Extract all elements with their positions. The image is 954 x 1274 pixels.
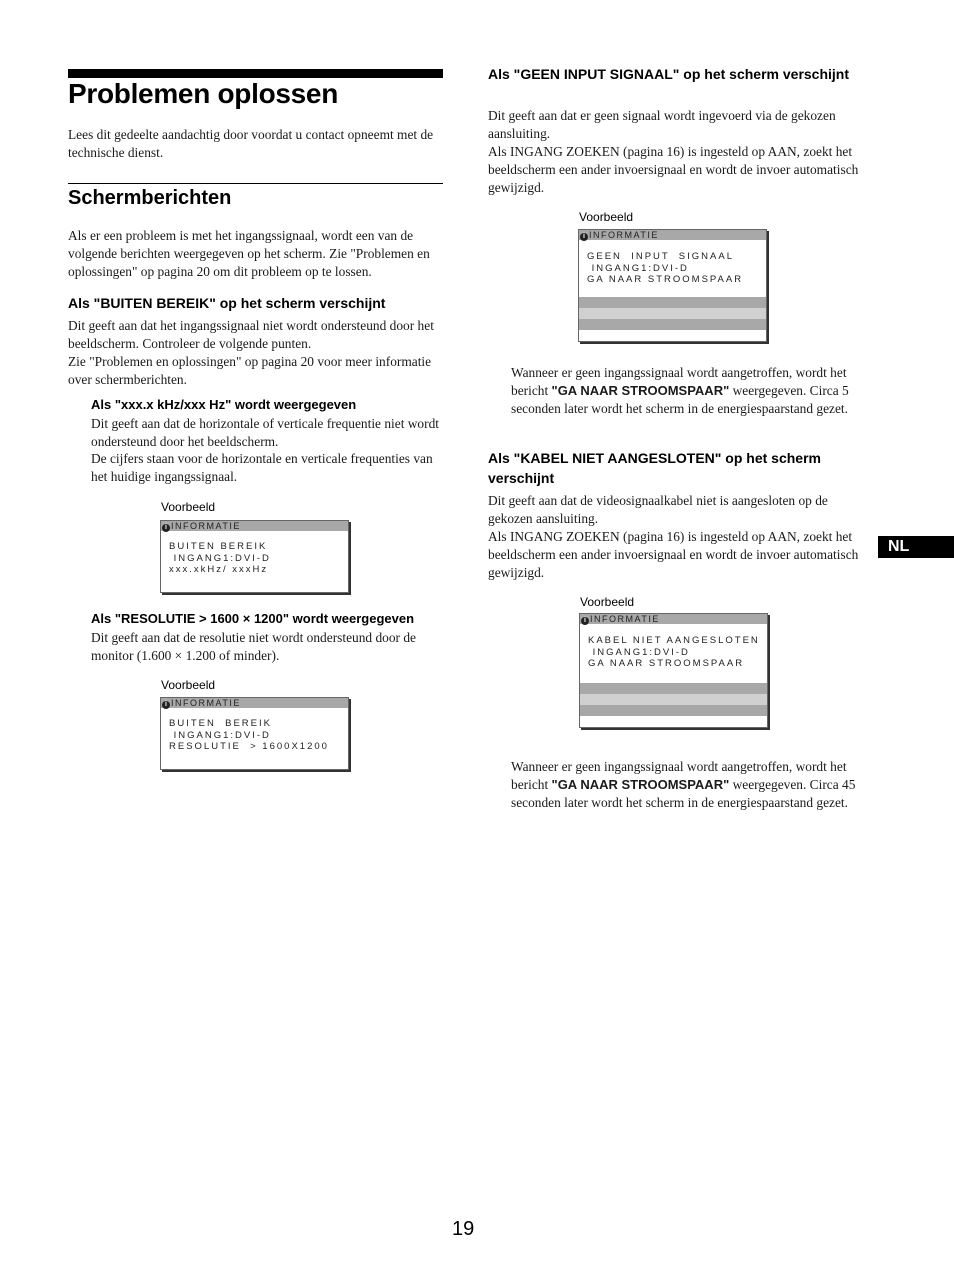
example-label: Voorbeeld [579, 210, 634, 224]
osd-line: INGANG1:DVI-D [169, 729, 271, 741]
osd-line: RESOLUTIE > 1600X1200 [169, 741, 329, 752]
section-intro: Als er een probleem is met het ingangssignaal, wordt een van de volgende berichten weergegeven op het scherm. Zie "Problemen en oplossingen" op pagina 20 om dit probleem op te lossen. [68, 228, 430, 279]
osd-line: GEEN INPUT SIGNAAL [587, 251, 734, 262]
section-rule [68, 183, 443, 184]
osd-line: BUITEN BEREIK [169, 718, 272, 729]
osd-line: INGANG1:DVI-D [587, 262, 689, 274]
after-bold: "GA NAAR STROOMSPAAR" [551, 383, 730, 398]
osd-title-bar [161, 521, 348, 531]
section-title: Schermberichten [68, 187, 232, 209]
buiten-bereik-heading: Als "BUITEN BEREIK" op het scherm verschijnt [68, 295, 386, 311]
osd-kabel [579, 613, 768, 728]
intro-text: Lees dit gedeelte aandachtig door voordat u contact opneemt met de technische dienst. [68, 127, 434, 160]
osd-geen-input [578, 229, 767, 342]
info-icon: i [162, 524, 170, 532]
osd-stripes [580, 683, 767, 727]
resolutie-heading: Als "RESOLUTIE > 1600 × 1200" wordt weergegeven [91, 611, 415, 626]
info-icon: i [581, 617, 589, 625]
example-label: Voorbeeld [161, 678, 216, 692]
after-text: weergegeven. Circa 5 seconden later wordt het scherm in de energiespaarstand gezet. [511, 383, 849, 416]
after-text: Wanneer er geen ingangssignaal wordt aangetroffen, wordt het bericht [511, 759, 847, 792]
language-tab: NL [878, 536, 954, 558]
osd-line: GA NAAR STROOMSPAAR [588, 658, 745, 669]
freq-text2: De cijfers staan voor de horizontale en verticale frequenties van het huidige ingangssignaal. [91, 451, 433, 484]
resolutie-text: Dit geeft aan dat de resolutie niet wordt ondersteund door de monitor (1.600 × 1.200 of minder). [91, 630, 416, 663]
osd-resolutie [160, 697, 349, 770]
osd-title: INFORMATIE [590, 614, 660, 624]
osd-line: INGANG1:DVI-D [588, 646, 690, 658]
kabel-text1: Dit geeft aan dat de videosignaalkabel niet is aangesloten op de gekozen aansluiting. [488, 493, 828, 526]
info-icon: i [580, 233, 588, 241]
osd-freq [160, 520, 349, 593]
geen-input-heading: Als "GEEN INPUT SIGNAAL" op het scherm verschijnt [488, 66, 850, 82]
example-label: Voorbeeld [161, 500, 216, 514]
after-text: weergegeven. Circa 45 seconden later wordt het scherm in de energiespaarstand gezet. [511, 777, 856, 810]
kabel-text2: Als INGANG ZOEKEN (pagina 16) is ingesteld op AAN, zoekt het beeldscherm een ander invoersignaal en wordt de invoer automatisch gewijzigd. [488, 529, 859, 580]
kabel-after [511, 758, 871, 812]
freq-heading: Als "xxx.x kHz/xxx Hz" wordt weergegeven [91, 397, 357, 412]
example-label: Voorbeeld [580, 595, 635, 609]
osd-title: INFORMATIE [589, 230, 659, 240]
osd-title-bar [161, 698, 348, 708]
osd-title: INFORMATIE [171, 698, 241, 708]
buiten-bereik-text2: Zie "Problemen en oplossingen" op pagina 20 voor meer informatie over schermberichten. [68, 354, 432, 387]
osd-title: INFORMATIE [171, 521, 241, 531]
osd-line: KABEL NIET AANGESLOTEN [588, 635, 760, 646]
osd-title-bar [580, 614, 767, 624]
after-bold: "GA NAAR STROOMSPAAR" [551, 777, 730, 792]
buiten-bereik-text1: Dit geeft aan dat het ingangssignaal niet wordt ondersteund door het beeldscherm. Controleer de volgende punten. [68, 318, 434, 351]
title-rule [68, 69, 443, 78]
osd-line: BUITEN BEREIK [169, 541, 268, 552]
osd-title-bar [579, 230, 766, 240]
after-text: Wanneer er geen ingangssignaal wordt aangetroffen, wordt het bericht [511, 365, 847, 398]
info-icon: i [162, 701, 170, 709]
osd-line: GA NAAR STROOMSPAAR [587, 274, 744, 285]
page-title: Problemen oplossen [68, 78, 338, 109]
freq-text1: Dit geeft aan dat de horizontale of verticale frequentie niet wordt ondersteund door het beeldscherm. [91, 416, 439, 449]
geen-input-text1: Dit geeft aan dat er geen signaal wordt ingevoerd via de gekozen aansluiting. [488, 108, 836, 141]
osd-line: INGANG1:DVI-D [169, 552, 271, 564]
osd-stripes [579, 297, 766, 341]
geen-input-after [511, 364, 871, 418]
osd-line: xxx.xkHz/ xxxHz [169, 564, 269, 575]
kabel-heading: Als "KABEL NIET AANGESLOTEN" op het scherm verschijnt [488, 450, 821, 486]
page-number: 19 [452, 1218, 475, 1240]
geen-input-text2: Als INGANG ZOEKEN (pagina 16) is ingesteld op AAN, zoekt het beeldscherm een ander invoersignaal en wordt de invoer automatisch gewijzigd. [488, 144, 859, 195]
